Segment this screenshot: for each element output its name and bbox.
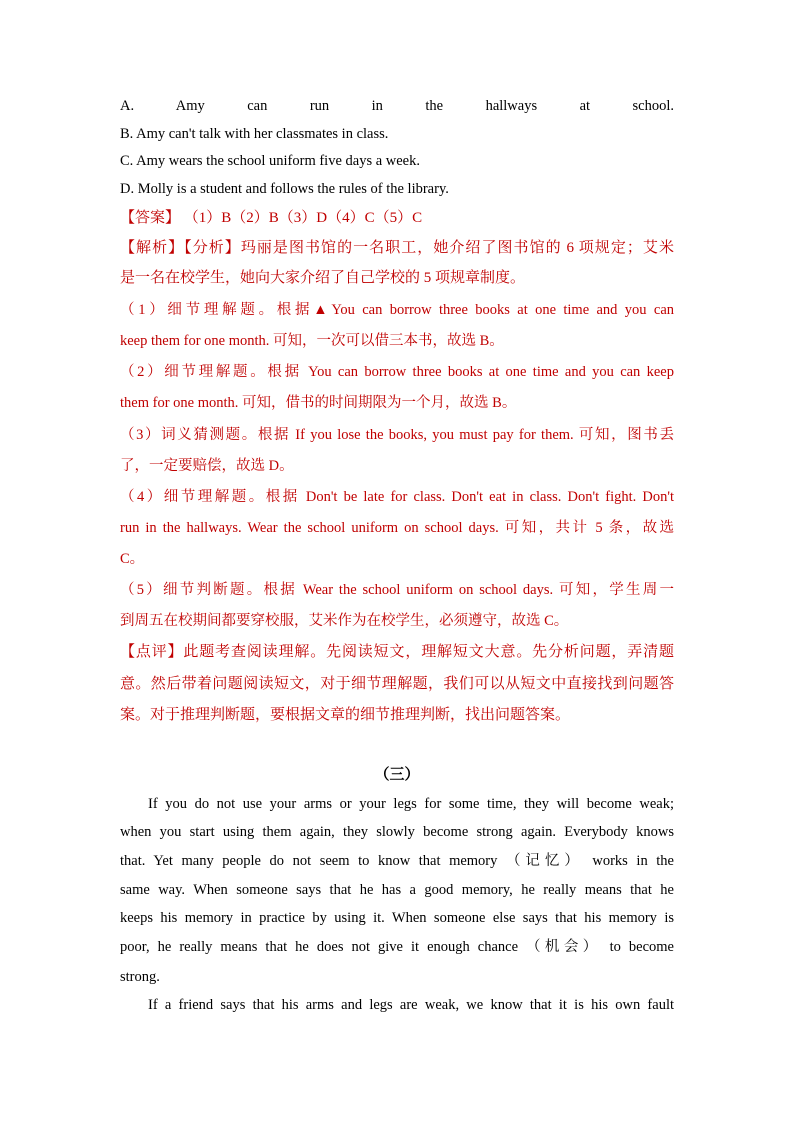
- option-b: B. Amy can't talk with her classmates in class.: [120, 126, 389, 142]
- answer-row: [120, 208, 674, 228]
- q4-line-3: C。: [120, 551, 145, 567]
- q1-label: （1）细节理解题。根据: [120, 302, 314, 318]
- comment-line-1: [120, 642, 674, 662]
- q1-line-1: [120, 300, 674, 320]
- answer-tag: 【答案】: [120, 210, 181, 226]
- section-title: （三）: [374, 767, 420, 783]
- passage-line-7: strong.: [120, 969, 160, 985]
- q2-line-1: （2）细节理解题。根据 You can borrow three books at one time and you can keep: [120, 364, 674, 380]
- q2-line-2: them for one month. 可知，借书的时间期限为一个月，故选 B。: [120, 395, 517, 411]
- q1-line-2: keep them for one month. 可知，一次可以借三本书，故选 B。: [120, 333, 504, 349]
- q5-line-1: （5）细节判断题。根据 Wear the school uniform on school days. 可知，学生周一: [120, 582, 674, 598]
- q3-line-2: 了，一定要赔偿，故选 D。: [120, 458, 294, 474]
- analysis-tag: 【解析】【分析】: [120, 240, 241, 256]
- passage-line-4: same way. When someone says that he has a good memory, he really means that he: [120, 882, 674, 898]
- passage-line-6: poor, he really means that he does not give it enough chance （机会） to become: [120, 939, 674, 955]
- q1-quote: You can borrow three books at one time and you can: [331, 302, 675, 318]
- option-a: A. Amy can run in the hallways at school.: [120, 98, 674, 114]
- passage-line-5: keeps his memory in practice by using it. When someone else says that his memory is: [120, 910, 674, 926]
- option-c: C. Amy wears the school uniform five days a week.: [120, 153, 420, 169]
- option-d: D. Molly is a student and follows the rules of the library.: [120, 181, 449, 197]
- comment-line-2: 意。然后带着问题阅读短文，对于细节理解题，我们可以从短文中直接找到问题答: [120, 676, 674, 692]
- q4-line-1: （4）细节理解题。根据 Don't be late for class. Don't eat in class. Don't fight. Don't: [120, 489, 674, 505]
- passage-line-1: If you do not use your arms or your legs for some time, they will become weak;: [148, 796, 674, 812]
- triangle-icon: ▲: [313, 302, 332, 318]
- passage-line-8: If a friend says that his arms and legs are weak, we know that it is his own fault: [148, 997, 674, 1013]
- q5-line-2: 到周五在校期间都要穿校服，艾米作为在校学生，必须遵守，故选 C。: [120, 613, 569, 629]
- analysis-summary-1: 玛丽是图书馆的一名职工，她介绍了图书馆的 6 项规定；艾米: [240, 240, 674, 256]
- comment-text-1: 此题考查阅读理解。先阅读短文，理解短文大意。先分析问题，弄清题: [183, 644, 674, 660]
- analysis-line-2: 是一名在校学生，她向大家介绍了自己学校的 5 项规章制度。: [120, 270, 526, 286]
- analysis-line-1: [120, 238, 674, 258]
- q4-line-2: run in the hallways. Wear the school uniform on school days. 可知，共计 5 条，故选: [120, 520, 674, 536]
- comment-tag: 【点评】: [120, 644, 184, 660]
- passage-line-2: when you start using them again, they slowly become strong again. Everybody knows: [120, 824, 674, 840]
- passage-line-3: that. Yet many people do not seem to know that memory （记忆） works in the: [120, 853, 674, 869]
- q3-line-1: （3）词义猜测题。根据 If you lose the books, you must pay for them. 可知，图书丢: [120, 427, 674, 443]
- comment-line-3: 案。对于推理判断题，要根据文章的细节推理判断，找出问题答案。: [120, 707, 571, 723]
- answer-text: （1）B（2）B（3）D（4）C（5）C: [183, 210, 423, 226]
